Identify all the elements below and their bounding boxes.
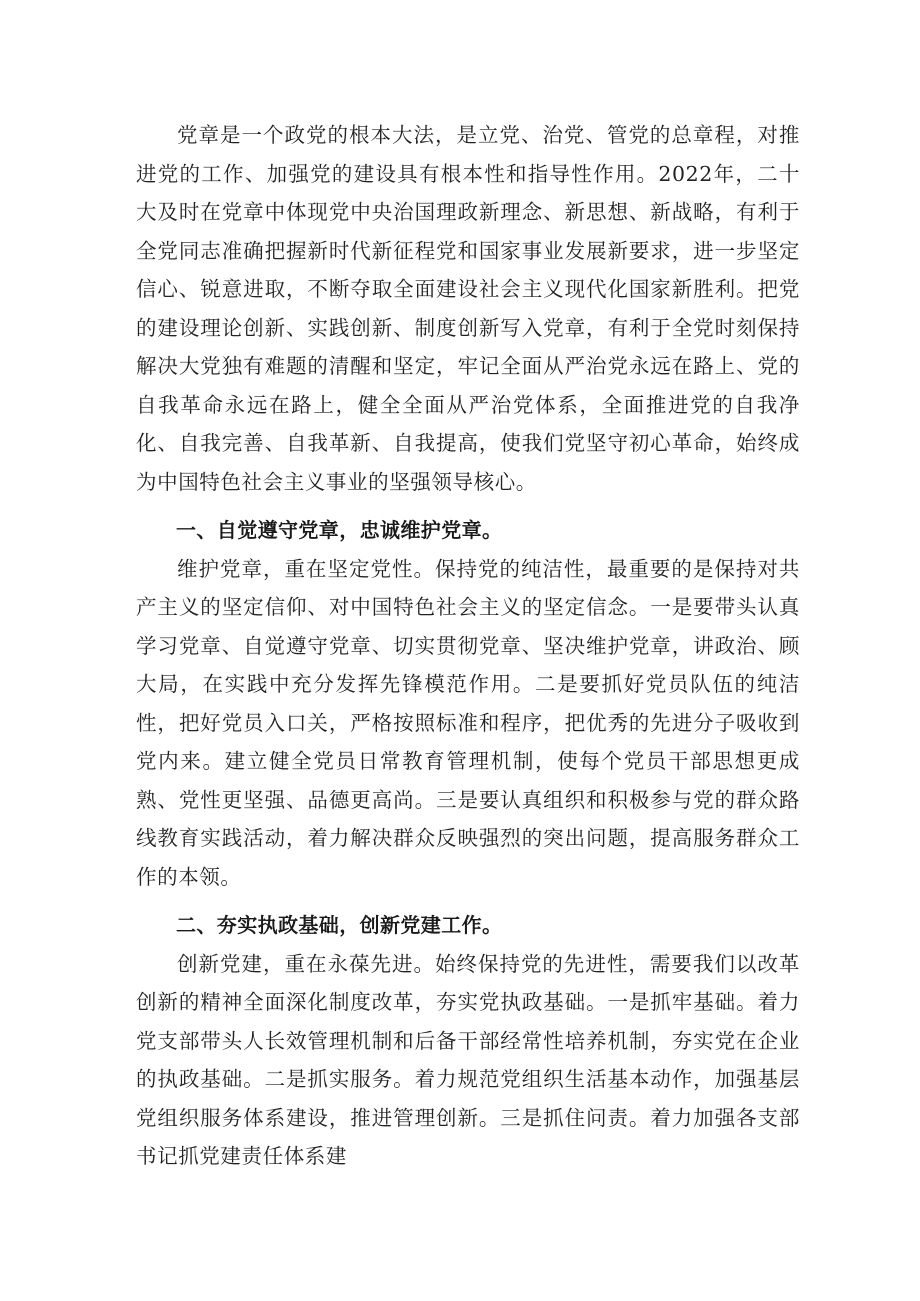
section-2-heading: 二、夯实执政基础，创新党建工作。 <box>176 913 503 937</box>
intro-paragraph: 党章是一个政党的根本大法，是立党、治党、管党的总章程，对推进党的工作、加强党的建设具有根本性和指导性作用。2022年，二十大及时在党章中体现党中央治国理政新理念、新思想、新战略，有利于全党同志准确把握新时代新征程党和国家事业发展新要求，进一步坚定信心、锐意进取，不断夺取全面建设社会主义现代化国家新胜利。把党的建设理论创新、实践创新、制度创新写入党章，有利于全党时刻保持解决大党独有难题的清醒和坚定，牢记全面从严治党永远在路上、党的自我革命永远在路上，健全全面从严治党体系，全面推进党的自我净化、自我完善、自我革新、自我提高，使我们党坚守初心革命，始终成为中国特色社会主义事业的坚强领导核心。 <box>136 123 800 494</box>
section-1-paragraph: 维护党章，重在坚定党性。保持党的纯洁性，最重要的是保持对共产主义的坚定信仰、对中国特色社会主义的坚定信念。一是要带头认真学习党章、自觉遵守党章、切实贯彻党章、坚决维护党章，讲政治、顾大局，在实践中充分发挥先锋模范作用。二是要抓好党员队伍的纯洁性，把好党员入口关，严格按照标准和程序，把优秀的先进分子吸收到党内来。建立健全党员日常教育管理机制，使每个党员干部思想更成熟、党性更坚强、品德更高尚。三是要认真组织和积极参与党的群众路线教育实践活动，着力解决群众反映强烈的突出问题，提高服务群众工作的本领。 <box>136 556 800 889</box>
section-1-heading: 一、自觉遵守党章，忠诚维护党章。 <box>176 518 503 542</box>
document-body <box>136 116 800 1176</box>
section-2-paragraph: 创新党建，重在永葆先进。始终保持党的先进性，需要我们以改革创新的精神全面深化制度改革，夯实党执政基础。一是抓牢基础。着力党支部带头人长效管理机制和后备干部经常性培养机制，夯实党在企业的执政基础。二是抓实服务。着力规范党组织生活基本动作，加强基层党组织服务体系建设，推进管理创新。三是抓住问责。着力加强各支部书记抓党建责任体系建 <box>136 951 800 1168</box>
